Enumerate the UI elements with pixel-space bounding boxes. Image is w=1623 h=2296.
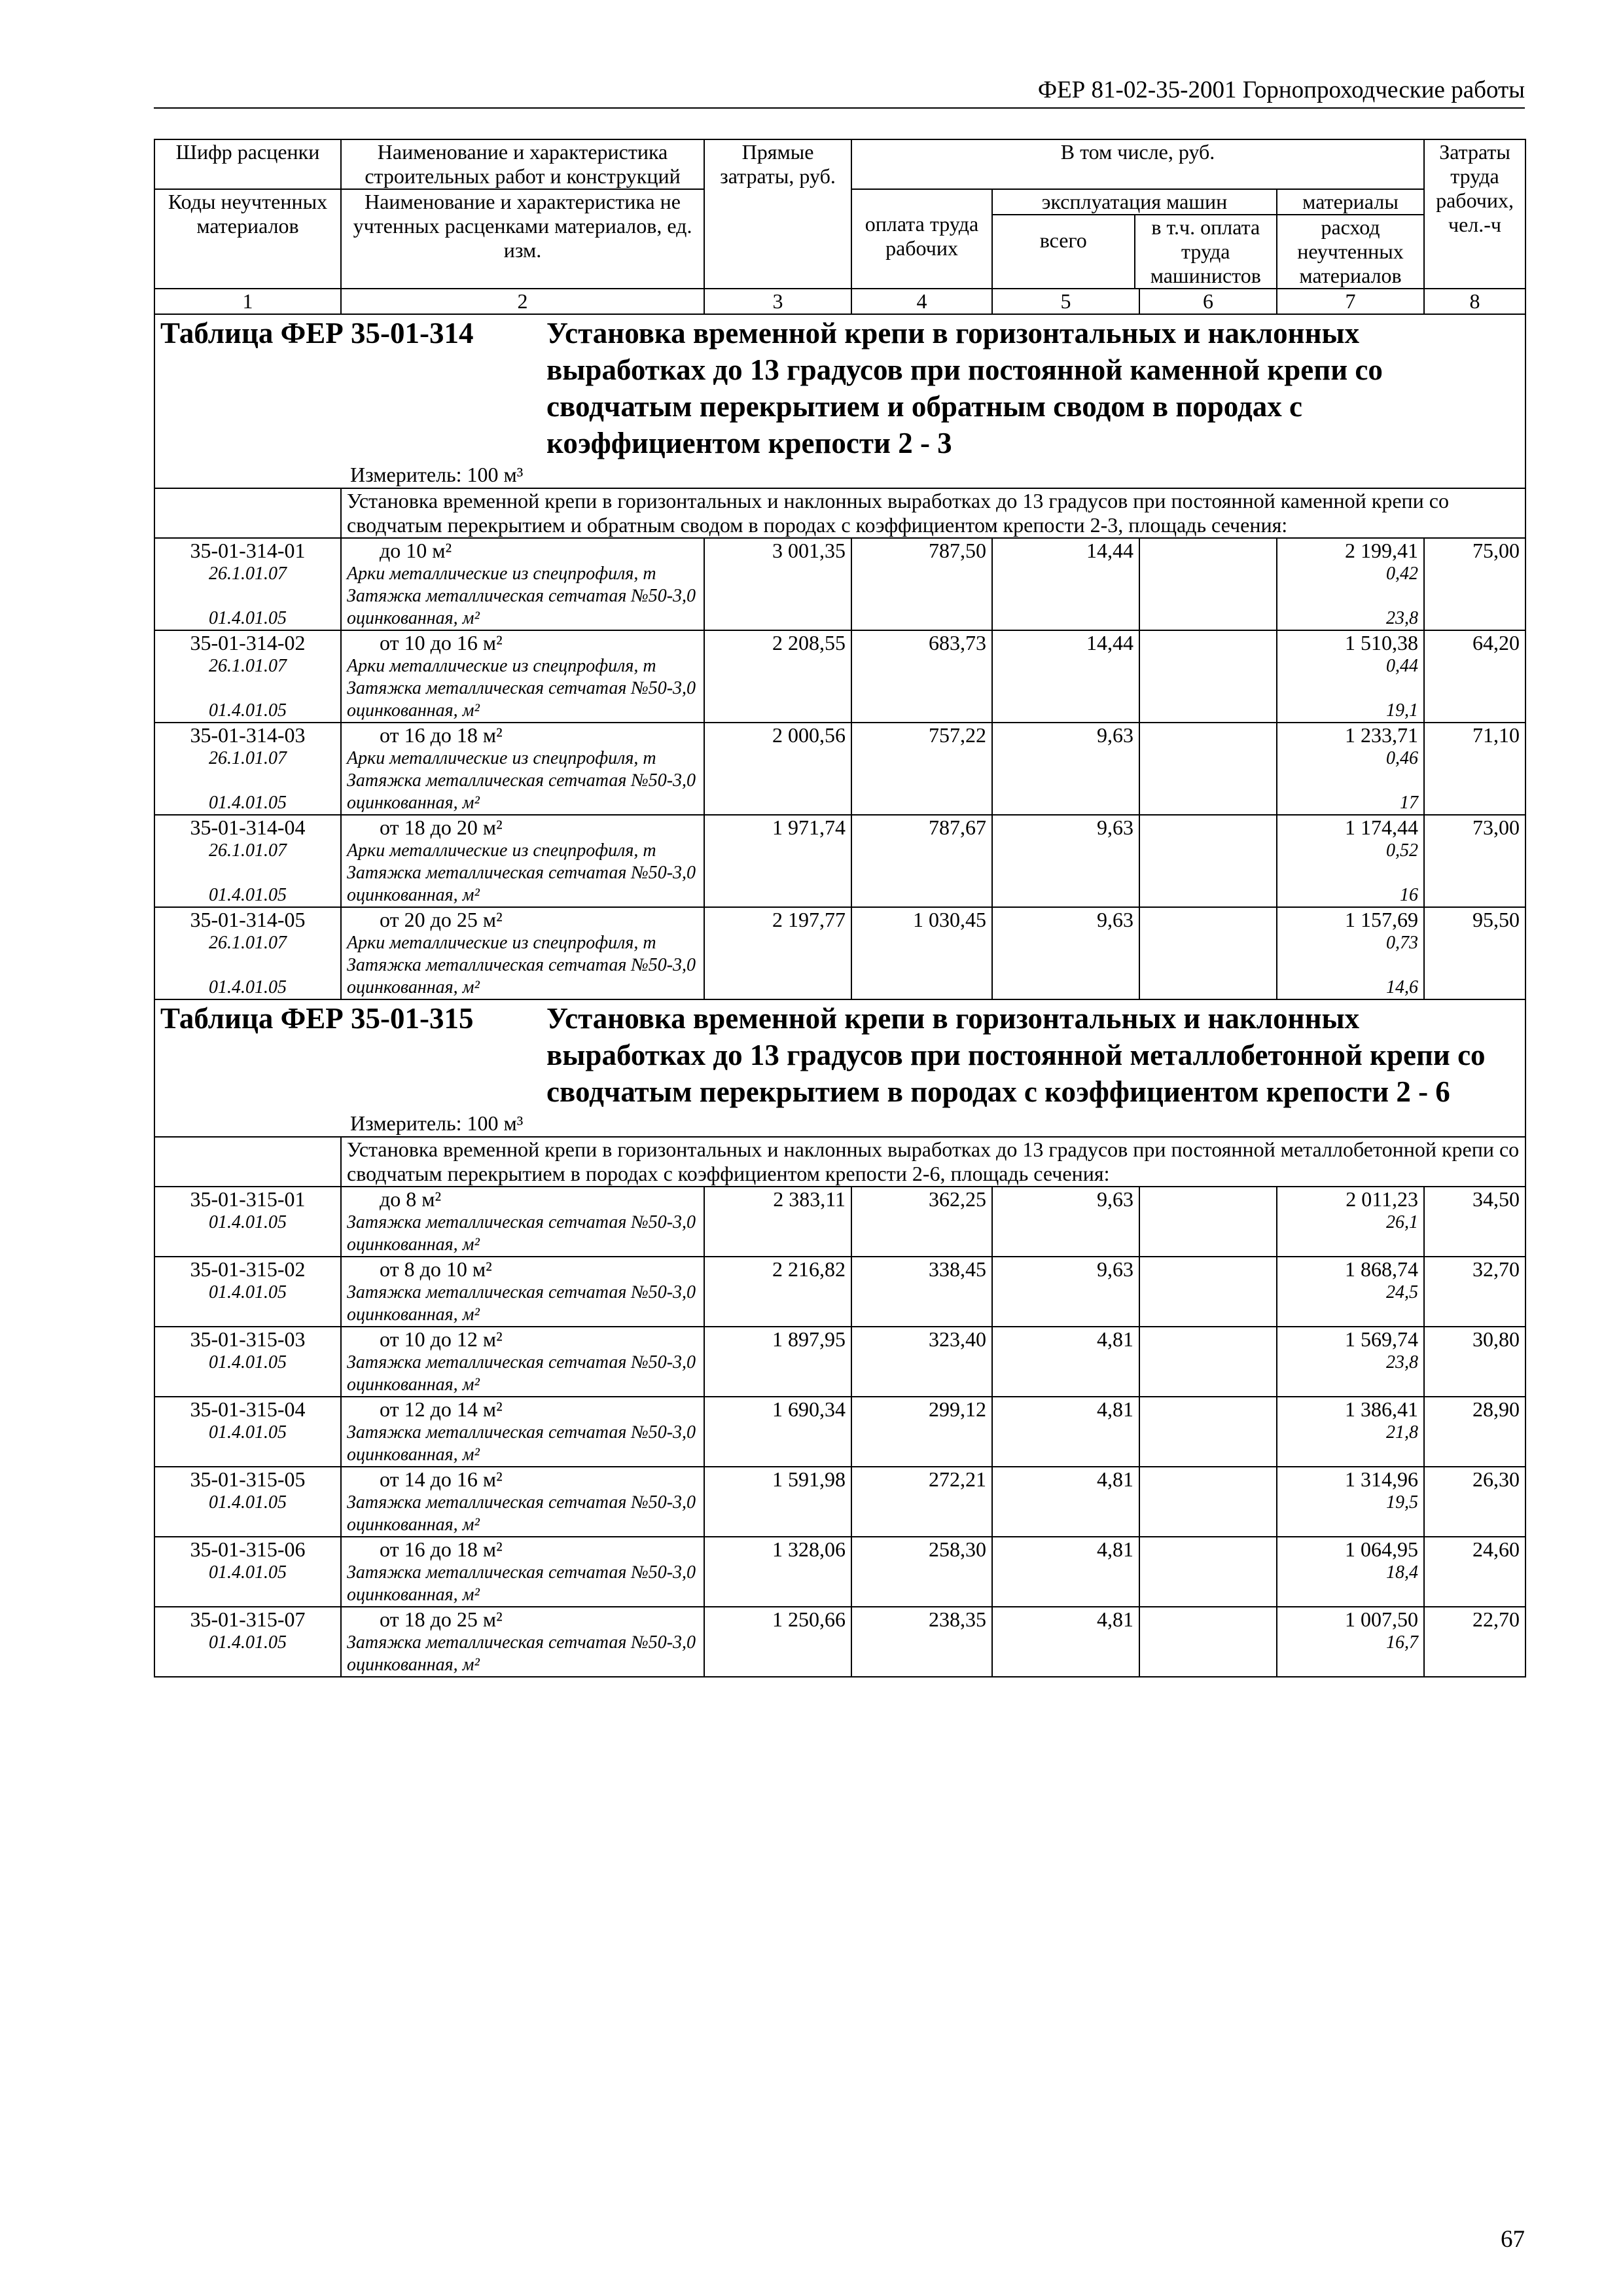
material-name: Затяжка металлическая сетчатая №50-3,0 оцинкованная, м² bbox=[347, 1562, 696, 1605]
labor-cost: 32,70 bbox=[1424, 1257, 1525, 1327]
material-code: 01.4.01.05 bbox=[209, 700, 287, 721]
material-cost: 1 569,74 bbox=[1345, 1327, 1419, 1351]
material-name: Арки металлические из спецпрофиля, т bbox=[347, 933, 656, 953]
col-code-header: Шифр расценки bbox=[154, 139, 341, 189]
table-description-row bbox=[154, 488, 1525, 538]
column-numbers-row: 1 2 3 4 5 6 7 8 bbox=[154, 289, 1525, 314]
material-code: 01.4.01.05 bbox=[209, 1492, 287, 1513]
table-row bbox=[154, 907, 1525, 999]
wage-cost: 787,50 bbox=[851, 538, 992, 630]
direct-cost: 2 208,55 bbox=[704, 630, 851, 723]
rate-code: 35-01-315-05 bbox=[190, 1467, 306, 1491]
direct-cost: 1 250,66 bbox=[704, 1607, 851, 1677]
wage-cost: 323,40 bbox=[851, 1327, 992, 1397]
work-name: до 10 м² bbox=[380, 539, 452, 562]
table-code: Таблица ФЕР 35-01-314 bbox=[160, 317, 474, 350]
material-name: Затяжка металлическая сетчатая №50-3,0 оцинкованная, м² bbox=[347, 770, 696, 813]
machinist-wage bbox=[1139, 907, 1277, 999]
material-qty: 19,5 bbox=[1386, 1492, 1419, 1513]
col-incl-header: В том числе, руб. bbox=[851, 139, 1424, 189]
table-row bbox=[154, 1187, 1525, 1257]
labor-cost: 34,50 bbox=[1424, 1187, 1525, 1257]
material-cost: 1 386,41 bbox=[1345, 1397, 1419, 1421]
direct-cost: 2 000,56 bbox=[704, 723, 851, 815]
work-name: от 14 до 16 м² bbox=[380, 1467, 503, 1491]
machinist-wage bbox=[1139, 723, 1277, 815]
material-name: Арки металлические из спецпрофиля, т bbox=[347, 840, 656, 861]
direct-cost: 1 591,98 bbox=[704, 1467, 851, 1537]
material-qty: 0,52 bbox=[1386, 840, 1419, 861]
rate-code: 35-01-315-01 bbox=[190, 1187, 306, 1211]
material-qty: 24,5 bbox=[1386, 1282, 1419, 1302]
material-name: Затяжка металлическая сетчатая №50-3,0 оцинкованная, м² bbox=[347, 1422, 696, 1465]
table-row bbox=[154, 630, 1525, 723]
machine-cost: 4,81 bbox=[992, 1467, 1139, 1537]
material-qty: 17 bbox=[1400, 793, 1419, 813]
table-description-row bbox=[154, 1137, 1525, 1187]
direct-cost: 2 216,82 bbox=[704, 1257, 851, 1327]
material-cost: 1 510,38 bbox=[1345, 631, 1419, 655]
table-row bbox=[154, 723, 1525, 815]
machine-cost: 14,44 bbox=[992, 630, 1139, 723]
material-qty: 26,1 bbox=[1386, 1212, 1419, 1232]
direct-cost: 3 001,35 bbox=[704, 538, 851, 630]
page-header: ФЕР 81-02-35-2001 Горнопроходческие работы bbox=[154, 73, 1525, 109]
material-code: 26.1.01.07 bbox=[209, 656, 287, 676]
material-name: Арки металлические из спецпрофиля, т bbox=[347, 656, 656, 676]
material-qty: 14,6 bbox=[1386, 977, 1419, 997]
material-cost: 1 314,96 bbox=[1345, 1467, 1419, 1491]
material-name: Затяжка металлическая сетчатая №50-3,0 оцинкованная, м² bbox=[347, 1212, 696, 1255]
material-name: Затяжка металлическая сетчатая №50-3,0 оцинкованная, м² bbox=[347, 863, 696, 905]
table-title: Установка временной крепи в горизонтальных и наклонных выработках до 13 градусов при постоянной металлобетонной крепи со сводчатым перекрытием в породах с коэффициентом крепости 2 - 6 bbox=[546, 1002, 1486, 1108]
material-cost: 1 007,50 bbox=[1345, 1607, 1419, 1631]
material-code: 01.4.01.05 bbox=[209, 1422, 287, 1443]
machine-cost: 9,63 bbox=[992, 723, 1139, 815]
labor-cost: 30,80 bbox=[1424, 1327, 1525, 1397]
material-cost: 2 199,41 bbox=[1345, 539, 1419, 562]
material-name: Затяжка металлическая сетчатая №50-3,0 оцинкованная, м² bbox=[347, 1282, 696, 1325]
wage-cost: 757,22 bbox=[851, 723, 992, 815]
header-row-1 bbox=[154, 139, 1525, 189]
direct-cost: 1 328,06 bbox=[704, 1537, 851, 1607]
wage-cost: 1 030,45 bbox=[851, 907, 992, 999]
material-name: Затяжка металлическая сетчатая №50-3,0 оцинкованная, м² bbox=[347, 1492, 696, 1535]
labor-cost: 71,10 bbox=[1424, 723, 1525, 815]
table-row bbox=[154, 1467, 1525, 1537]
table-row bbox=[154, 538, 1525, 630]
material-qty: 19,1 bbox=[1386, 700, 1419, 721]
material-code: 01.4.01.05 bbox=[209, 977, 287, 997]
labor-cost: 64,20 bbox=[1424, 630, 1525, 723]
wage-cost: 258,30 bbox=[851, 1537, 992, 1607]
work-name: от 8 до 10 м² bbox=[380, 1257, 492, 1281]
material-code: 01.4.01.05 bbox=[209, 1352, 287, 1372]
rate-code: 35-01-314-04 bbox=[190, 816, 306, 839]
col-labor-header: Затраты труда рабочих, чел.-ч bbox=[1424, 139, 1525, 289]
wage-cost: 683,73 bbox=[851, 630, 992, 723]
material-cost: 1 233,71 bbox=[1345, 723, 1419, 747]
table-title: Установка временной крепи в горизонтальных и наклонных выработках до 13 градусов при постоянной каменной крепи со сводчатым перекрытием и обратным сводом в породах с коэффициентом крепости 2 - 3 bbox=[546, 317, 1383, 459]
material-name: Затяжка металлическая сетчатая №50-3,0 оцинкованная, м² bbox=[347, 586, 696, 628]
material-qty: 21,8 bbox=[1386, 1422, 1419, 1443]
machinist-wage bbox=[1139, 1537, 1277, 1607]
rate-code: 35-01-314-01 bbox=[190, 539, 306, 562]
machinist-wage bbox=[1139, 1327, 1277, 1397]
work-name: до 8 м² bbox=[380, 1187, 442, 1211]
wage-cost: 272,21 bbox=[851, 1467, 992, 1537]
material-cost: 1 157,69 bbox=[1345, 908, 1419, 931]
table-code: Таблица ФЕР 35-01-315 bbox=[160, 1002, 474, 1035]
table-row bbox=[154, 1257, 1525, 1327]
machinist-wage bbox=[1139, 1397, 1277, 1467]
material-name: Затяжка металлическая сетчатая №50-3,0 оцинкованная, м² bbox=[347, 955, 696, 997]
material-code: 26.1.01.07 bbox=[209, 564, 287, 584]
wage-cost: 299,12 bbox=[851, 1397, 992, 1467]
col-direct-header: Прямые затраты, руб. bbox=[704, 139, 851, 289]
table-description: Установка временной крепи в горизонтальных и наклонных выработках до 13 градусов при постоянной каменной крепи со сводчатым перекрытием и обратным сводом в породах с коэффициентом крепости 2-3, площадь сечения: bbox=[341, 488, 1525, 538]
labor-cost: 24,60 bbox=[1424, 1537, 1525, 1607]
col-mat-header: материалы расход неучтенных материалов bbox=[1277, 189, 1424, 289]
direct-cost: 1 690,34 bbox=[704, 1397, 851, 1467]
machinist-wage bbox=[1139, 1467, 1277, 1537]
machinist-wage bbox=[1139, 630, 1277, 723]
machine-cost: 14,44 bbox=[992, 538, 1139, 630]
table-description: Установка временной крепи в горизонтальных и наклонных выработках до 13 градусов при постоянной металлобетонной крепи со сводчатым перекрытием в породах с коэффициентом крепости 2-6, площадь сечения: bbox=[341, 1137, 1525, 1187]
labor-cost: 73,00 bbox=[1424, 815, 1525, 907]
machine-cost: 4,81 bbox=[992, 1537, 1139, 1607]
labor-cost: 28,90 bbox=[1424, 1397, 1525, 1467]
material-cost: 2 011,23 bbox=[1346, 1187, 1419, 1211]
material-code: 01.4.01.05 bbox=[209, 1282, 287, 1302]
work-name: от 12 до 14 м² bbox=[380, 1397, 503, 1421]
machinist-wage bbox=[1139, 1257, 1277, 1327]
material-qty: 16 bbox=[1400, 885, 1419, 905]
material-code: 01.4.01.05 bbox=[209, 1212, 287, 1232]
wage-cost: 338,45 bbox=[851, 1257, 992, 1327]
table-row bbox=[154, 815, 1525, 907]
page-number: 67 bbox=[1501, 2226, 1525, 2253]
rate-code: 35-01-315-02 bbox=[190, 1257, 306, 1281]
machine-cost: 9,63 bbox=[992, 1187, 1139, 1257]
col-mach-header: эксплуатация машин всего в т.ч. оплата труда машинистов bbox=[992, 189, 1277, 289]
material-qty: 0,42 bbox=[1386, 564, 1419, 584]
material-qty: 0,46 bbox=[1386, 748, 1419, 768]
table-title-row bbox=[154, 314, 1525, 488]
machinist-wage bbox=[1139, 538, 1277, 630]
rate-code: 35-01-314-05 bbox=[190, 908, 306, 931]
material-qty: 18,4 bbox=[1386, 1562, 1419, 1583]
work-name: от 16 до 18 м² bbox=[380, 723, 503, 747]
table-row bbox=[154, 1327, 1525, 1397]
wage-cost: 362,25 bbox=[851, 1187, 992, 1257]
direct-cost: 1 971,74 bbox=[704, 815, 851, 907]
machinist-wage bbox=[1139, 1607, 1277, 1677]
work-name: от 18 до 25 м² bbox=[380, 1607, 503, 1631]
col-name-header: Наименование и характеристика строительных работ и конструкций bbox=[341, 139, 704, 189]
machine-cost: 9,63 bbox=[992, 907, 1139, 999]
table-row bbox=[154, 1537, 1525, 1607]
material-cost: 1 174,44 bbox=[1345, 816, 1419, 839]
col-matcode-header: Коды неучтенных материалов bbox=[154, 189, 341, 289]
rate-code: 35-01-315-06 bbox=[190, 1537, 306, 1561]
rate-code: 35-01-315-07 bbox=[190, 1607, 306, 1631]
table-row bbox=[154, 1607, 1525, 1677]
material-name: Арки металлические из спецпрофиля, т bbox=[347, 564, 656, 584]
rate-code: 35-01-315-04 bbox=[190, 1397, 306, 1421]
machine-cost: 9,63 bbox=[992, 1257, 1139, 1327]
direct-cost: 2 383,11 bbox=[704, 1187, 851, 1257]
material-qty: 23,8 bbox=[1386, 1352, 1419, 1372]
material-name: Затяжка металлическая сетчатая №50-3,0 оцинкованная, м² bbox=[347, 678, 696, 721]
material-code: 26.1.01.07 bbox=[209, 748, 287, 768]
material-code: 26.1.01.07 bbox=[209, 933, 287, 953]
work-name: от 16 до 18 м² bbox=[380, 1537, 503, 1561]
machinist-wage bbox=[1139, 815, 1277, 907]
machine-cost: 4,81 bbox=[992, 1607, 1139, 1677]
work-name: от 18 до 20 м² bbox=[380, 816, 503, 839]
machine-cost: 9,63 bbox=[992, 815, 1139, 907]
material-name: Затяжка металлическая сетчатая №50-3,0 оцинкованная, м² bbox=[347, 1632, 696, 1675]
rate-code: 35-01-314-02 bbox=[190, 631, 306, 655]
material-cost: 1 868,74 bbox=[1345, 1257, 1419, 1281]
material-qty: 16,7 bbox=[1386, 1632, 1419, 1653]
labor-cost: 22,70 bbox=[1424, 1607, 1525, 1677]
machinist-wage bbox=[1139, 1187, 1277, 1257]
material-code: 01.4.01.05 bbox=[209, 793, 287, 813]
work-name: от 10 до 16 м² bbox=[380, 631, 503, 655]
labor-cost: 75,00 bbox=[1424, 538, 1525, 630]
rates-table bbox=[154, 139, 1526, 1677]
rate-code: 35-01-314-03 bbox=[190, 723, 306, 747]
measure-unit: Измеритель: 100 м³ bbox=[350, 1111, 524, 1135]
wage-cost: 238,35 bbox=[851, 1607, 992, 1677]
work-name: от 10 до 12 м² bbox=[380, 1327, 503, 1351]
direct-cost: 1 897,95 bbox=[704, 1327, 851, 1397]
material-qty: 23,8 bbox=[1386, 608, 1419, 628]
material-code: 01.4.01.05 bbox=[209, 885, 287, 905]
material-qty: 0,73 bbox=[1386, 933, 1419, 953]
rate-code: 35-01-315-03 bbox=[190, 1327, 306, 1351]
material-name: Арки металлические из спецпрофиля, т bbox=[347, 748, 656, 768]
table-row bbox=[154, 1397, 1525, 1467]
work-name: от 20 до 25 м² bbox=[380, 908, 503, 931]
direct-cost: 2 197,77 bbox=[704, 907, 851, 999]
material-qty: 0,44 bbox=[1386, 656, 1419, 676]
material-code: 26.1.01.07 bbox=[209, 840, 287, 861]
machine-cost: 4,81 bbox=[992, 1327, 1139, 1397]
measure-unit: Измеритель: 100 м³ bbox=[350, 463, 524, 486]
labor-cost: 26,30 bbox=[1424, 1467, 1525, 1537]
material-code: 01.4.01.05 bbox=[209, 608, 287, 628]
table-title-row bbox=[154, 999, 1525, 1137]
col-matname-header: Наименование и характеристика не учтенных расценками материалов, ед. изм. bbox=[341, 189, 704, 289]
machine-cost: 4,81 bbox=[992, 1397, 1139, 1467]
material-cost: 1 064,95 bbox=[1345, 1537, 1419, 1561]
col-wage-header: оплата труда рабочих bbox=[851, 189, 992, 289]
wage-cost: 787,67 bbox=[851, 815, 992, 907]
material-code: 01.4.01.05 bbox=[209, 1632, 287, 1653]
labor-cost: 95,50 bbox=[1424, 907, 1525, 999]
material-name: Затяжка металлическая сетчатая №50-3,0 оцинкованная, м² bbox=[347, 1352, 696, 1395]
material-code: 01.4.01.05 bbox=[209, 1562, 287, 1583]
